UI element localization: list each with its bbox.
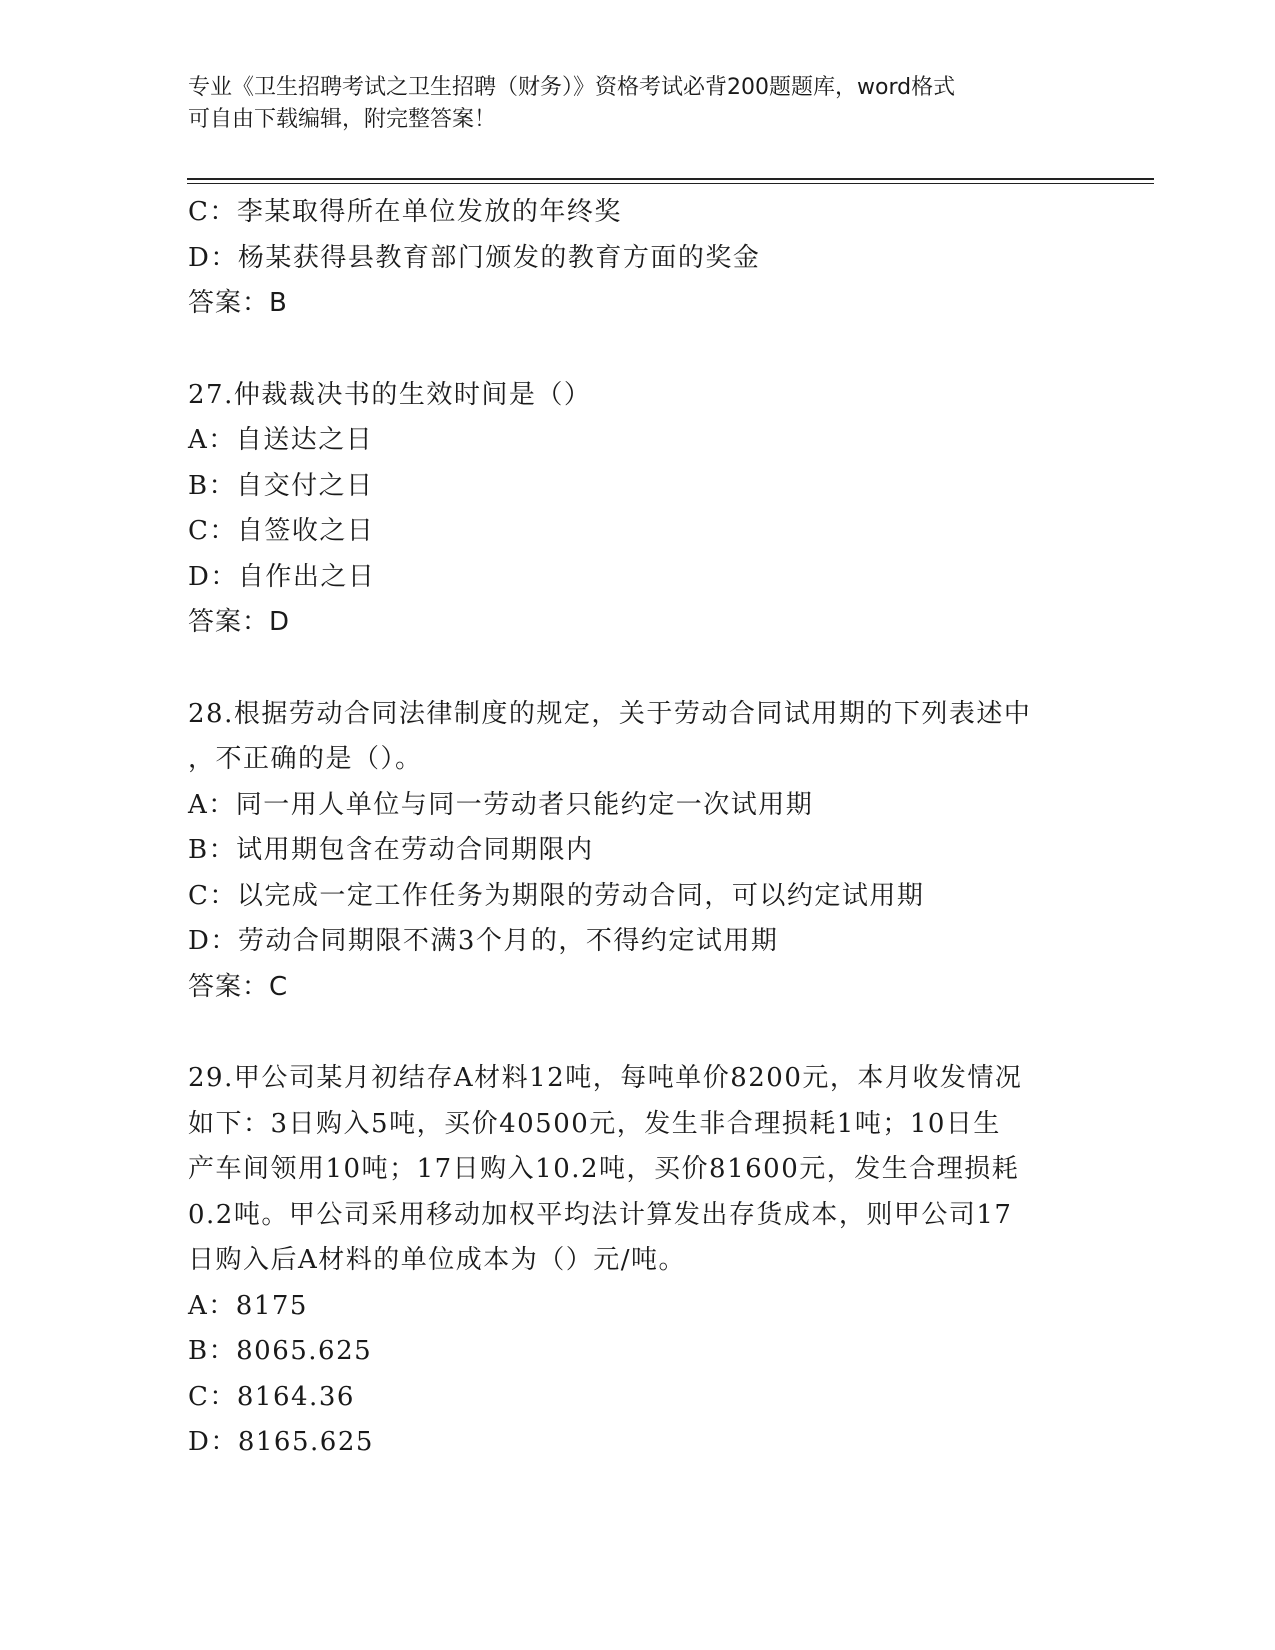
question-stem-line-5: 日购入后A材料的单位成本为（）元/吨。 [188, 1245, 687, 1275]
answer-line: 答案：C [188, 971, 289, 1002]
option-b: B：试用期包含在劳动合同期限内 [188, 835, 594, 865]
question-content [188, 190, 1088, 1466]
question-stem-line-1: 29.甲公司某月初结存A材料12吨，每吨单价8200元，本月收发情况 [188, 1063, 1023, 1093]
option-d: D：8165.625 [188, 1427, 374, 1457]
question-stem-line-4: 0.2吨。甲公司采用移动加权平均法计算发出存货成本，则甲公司17 [188, 1199, 1013, 1230]
option-c: C：8164.36 [188, 1381, 355, 1412]
question-26-continued [188, 190, 1088, 327]
option-a: A：8175 [188, 1290, 308, 1321]
question-stem-line-2: ，不正确的是（）。 [188, 744, 423, 774]
document-header [188, 72, 1068, 136]
header-line-1: 专业《卫生招聘考试之卫生招聘（财务）》资格考试必背200题题库，word格式 [188, 75, 956, 100]
option-d: D：劳动合同期限不满3个月的，不得约定试用期 [188, 926, 779, 956]
answer-line: 答案：D [188, 607, 291, 637]
option-c: C：以完成一定工作任务为期限的劳动合同，可以约定试用期 [188, 880, 925, 911]
option-c: C：自签收之日 [188, 516, 375, 546]
question-29 [188, 1056, 1088, 1466]
question-27 [188, 373, 1088, 646]
question-stem-line-3: 产车间领用10吨；17日购入10.2吨，买价81600元，发生合理损耗 [188, 1154, 1020, 1184]
spacer [188, 646, 1088, 692]
option-b: B：自交付之日 [188, 470, 374, 501]
option-d: D：自作出之日 [188, 561, 376, 592]
header-divider-thin [187, 183, 1154, 184]
question-stem-line-1: 28.根据劳动合同法律制度的规定，关于劳动合同试用期的下列表述中 [188, 698, 1032, 729]
option-d: D：杨某获得县教育部门颁发的教育方面的奖金 [188, 242, 761, 273]
spacer [188, 327, 1088, 373]
option-b: B：8065.625 [188, 1336, 373, 1366]
question-stem-line-2: 如下：3日购入5吨，买价40500元，发生非合理损耗1吨；10日生 [188, 1108, 1001, 1139]
header-divider-thick [187, 178, 1154, 180]
header-line-2: 可自由下载编辑，附完整答案！ [188, 107, 497, 132]
option-a: A：自送达之日 [188, 425, 374, 455]
question-stem: 27.仲裁裁决书的生效时间是（） [188, 379, 592, 410]
question-28 [188, 692, 1088, 1011]
option-c: C：李某取得所在单位发放的年终奖 [188, 197, 622, 227]
answer-line: 答案：B [188, 288, 288, 318]
spacer [188, 1010, 1088, 1056]
option-a: A：同一用人单位与同一劳动者只能约定一次试用期 [188, 789, 814, 820]
